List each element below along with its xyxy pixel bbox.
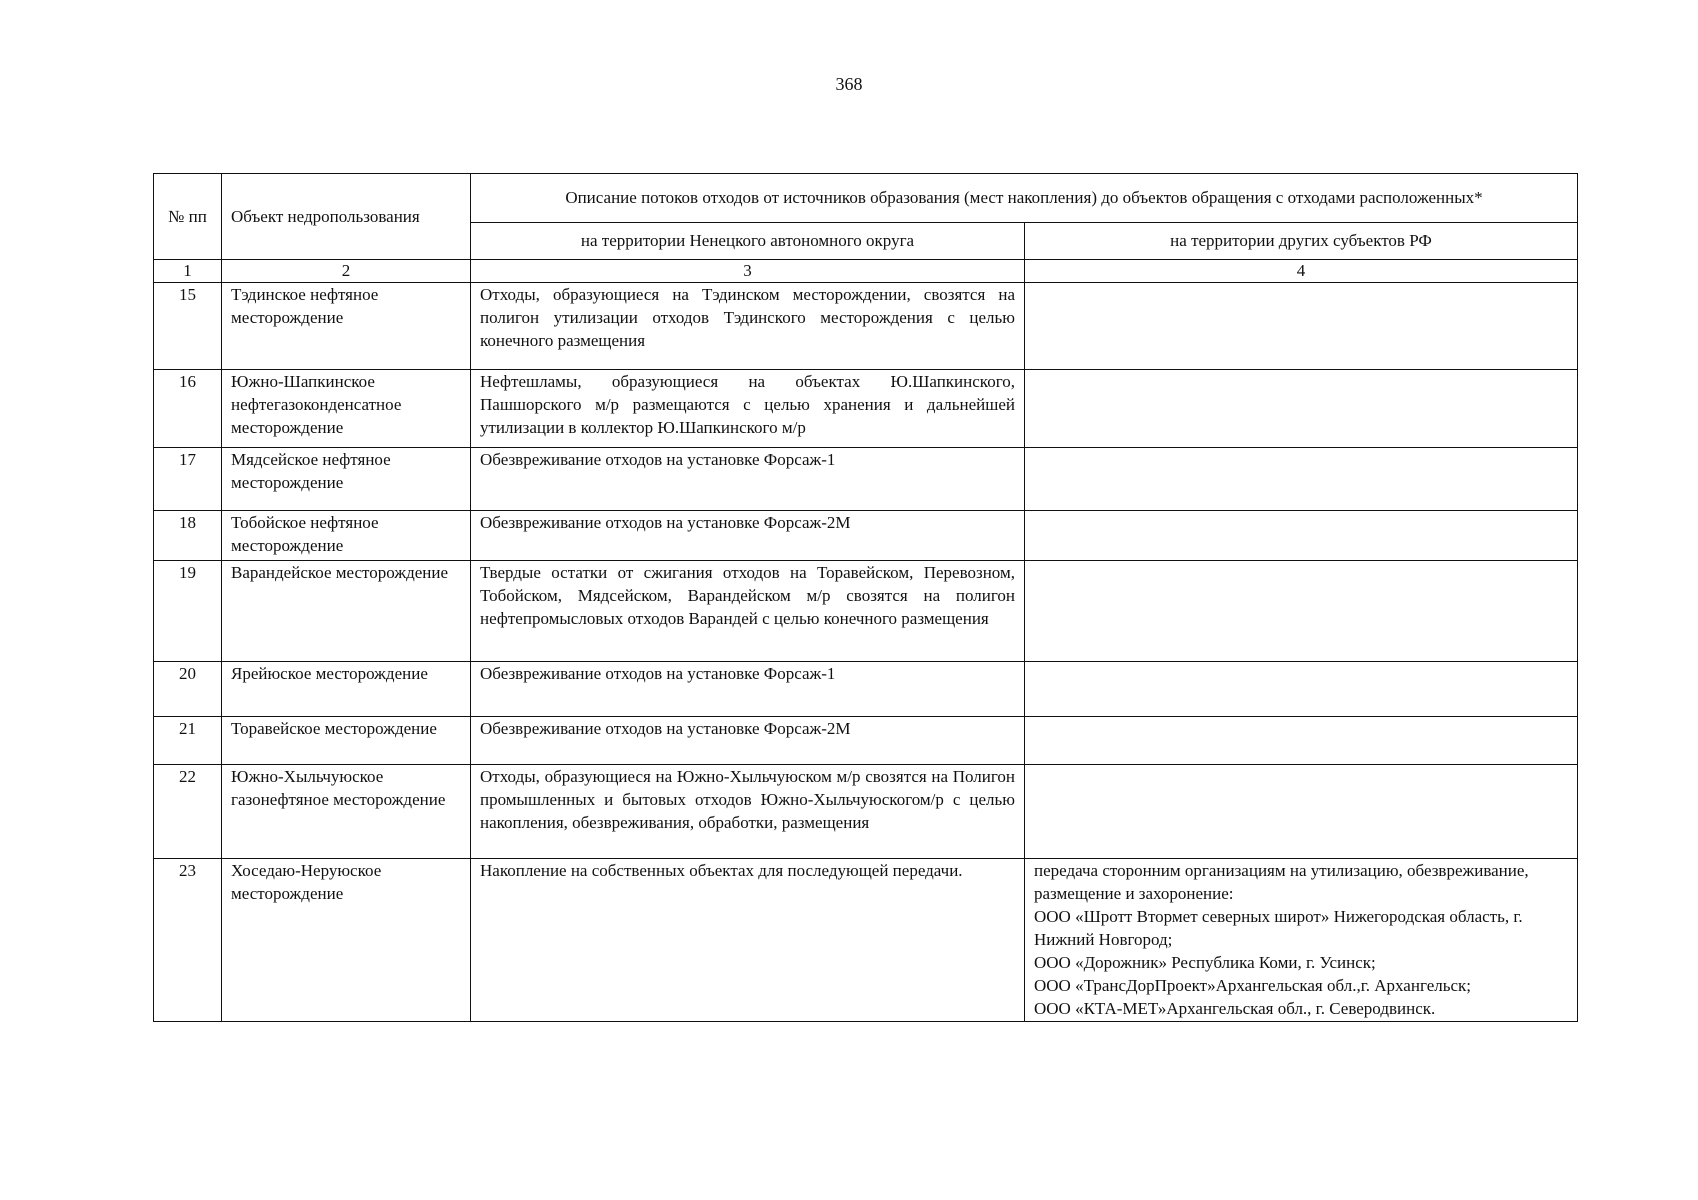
- recipient-line: ООО «ТрансДорПроект»Архангельская обл.,г. Архангельск;: [1034, 976, 1472, 995]
- column-number: 2: [222, 260, 471, 283]
- row-object: Варандейское месторождение: [222, 561, 471, 662]
- row-object: Тобойское нефтяное месторождение: [222, 511, 471, 561]
- row-other-description: [1025, 662, 1578, 717]
- column-number: 4: [1025, 260, 1578, 283]
- row-number: 19: [154, 561, 222, 662]
- row-other-description: [1025, 370, 1578, 448]
- row-nao-description: Обезвреживание отходов на установке Форсаж-1: [471, 448, 1025, 511]
- header-nao: на территории Ненецкого автономного округа: [471, 222, 1025, 259]
- row-number: 18: [154, 511, 222, 561]
- recipient-line: ООО «Шротт Втормет северных широт» Нижегородская область, г. Нижний Новгород;: [1034, 907, 1523, 949]
- row-object: Южно-Шапкинское нефтегазоконденсатное месторождение: [222, 370, 471, 448]
- row-object: Южно-Хыльчуюское газонефтяное месторождение: [222, 765, 471, 859]
- page-number: 368: [835, 74, 863, 94]
- header-object: Объект недропользования: [222, 174, 471, 260]
- header-row-1: [154, 174, 1578, 223]
- row-number: 15: [154, 283, 222, 370]
- table-row: [154, 561, 1578, 662]
- recipient-line: ООО «Дорожник» Республика Коми, г. Усинск;: [1034, 953, 1376, 972]
- table-row: [154, 511, 1578, 561]
- row-other-description: [1025, 717, 1578, 765]
- table-row: [154, 662, 1578, 717]
- row-number: 22: [154, 765, 222, 859]
- row-object: Торавейское месторождение: [222, 717, 471, 765]
- row-object: Мядсейское нефтяное месторождение: [222, 448, 471, 511]
- table-row: [154, 283, 1578, 370]
- column-number-row: [154, 260, 1578, 283]
- waste-flow-table: [153, 173, 1578, 1022]
- row-number: 17: [154, 448, 222, 511]
- row-other-description: [1025, 859, 1578, 1022]
- column-number: 1: [154, 260, 222, 283]
- row-object: Ярейюское месторождение: [222, 662, 471, 717]
- recipient-line: передача сторонним организациям на утилизацию, обезвреживание, размещение и захоронение:: [1034, 861, 1529, 903]
- recipient-line: ООО «КТА-МЕТ»Архангельская обл., г. Северодвинск.: [1034, 999, 1436, 1018]
- row-number: 21: [154, 717, 222, 765]
- header-num: № пп: [154, 174, 222, 260]
- row-other-description: [1025, 448, 1578, 511]
- header-other-regions: на территории других субъектов РФ: [1025, 222, 1578, 259]
- row-nao-description: Накопление на собственных объектах для последующей передачи.: [471, 859, 1025, 1022]
- row-other-description: [1025, 561, 1578, 662]
- row-nao-description: Обезвреживание отходов на установке Форсаж-2М: [471, 717, 1025, 765]
- header-description: Описание потоков отходов от источников образования (мест накопления) до объектов обращения с отходами расположенных*: [471, 174, 1578, 223]
- row-other-description: [1025, 283, 1578, 370]
- row-number: 20: [154, 662, 222, 717]
- row-nao-description: Нефтешламы, образующиеся на объектах Ю.Шапкинского, Пашшорского м/р размещаются с целью хранения и дальнейшей утилизации в коллектор Ю.Шапкинского м/р: [471, 370, 1025, 448]
- row-other-description: [1025, 511, 1578, 561]
- row-number: 23: [154, 859, 222, 1022]
- table-row: [154, 448, 1578, 511]
- table-row: [154, 859, 1578, 1022]
- table-row: [154, 765, 1578, 859]
- row-nao-description: Обезвреживание отходов на установке Форсаж-2М: [471, 511, 1025, 561]
- row-nao-description: Твердые остатки от сжигания отходов на Торавейском, Перевозном, Тобойском, Мядсейском, Варандейском м/р свозятся на полигон нефтепромысловых отходов Варандей с целью конечного размещения: [471, 561, 1025, 662]
- row-number: 16: [154, 370, 222, 448]
- row-object: Тэдинское нефтяное месторождение: [222, 283, 471, 370]
- row-other-description: [1025, 765, 1578, 859]
- table-row: [154, 717, 1578, 765]
- row-object: Хоседаю-Неруюское месторождение: [222, 859, 471, 1022]
- row-nao-description: Отходы, образующиеся на Тэдинском месторождении, свозятся на полигон утилизации отходов Тэдинского месторождения с целью конечного размещения: [471, 283, 1025, 370]
- row-nao-description: Отходы, образующиеся на Южно-Хыльчуюском м/р свозятся на Полигон промышленных и бытовых отходов Южно-Хыльчуюскогом/р с целью накопления, обезвреживания, обработки, размещения: [471, 765, 1025, 859]
- table-row: [154, 370, 1578, 448]
- column-number: 3: [471, 260, 1025, 283]
- row-nao-description: Обезвреживание отходов на установке Форсаж-1: [471, 662, 1025, 717]
